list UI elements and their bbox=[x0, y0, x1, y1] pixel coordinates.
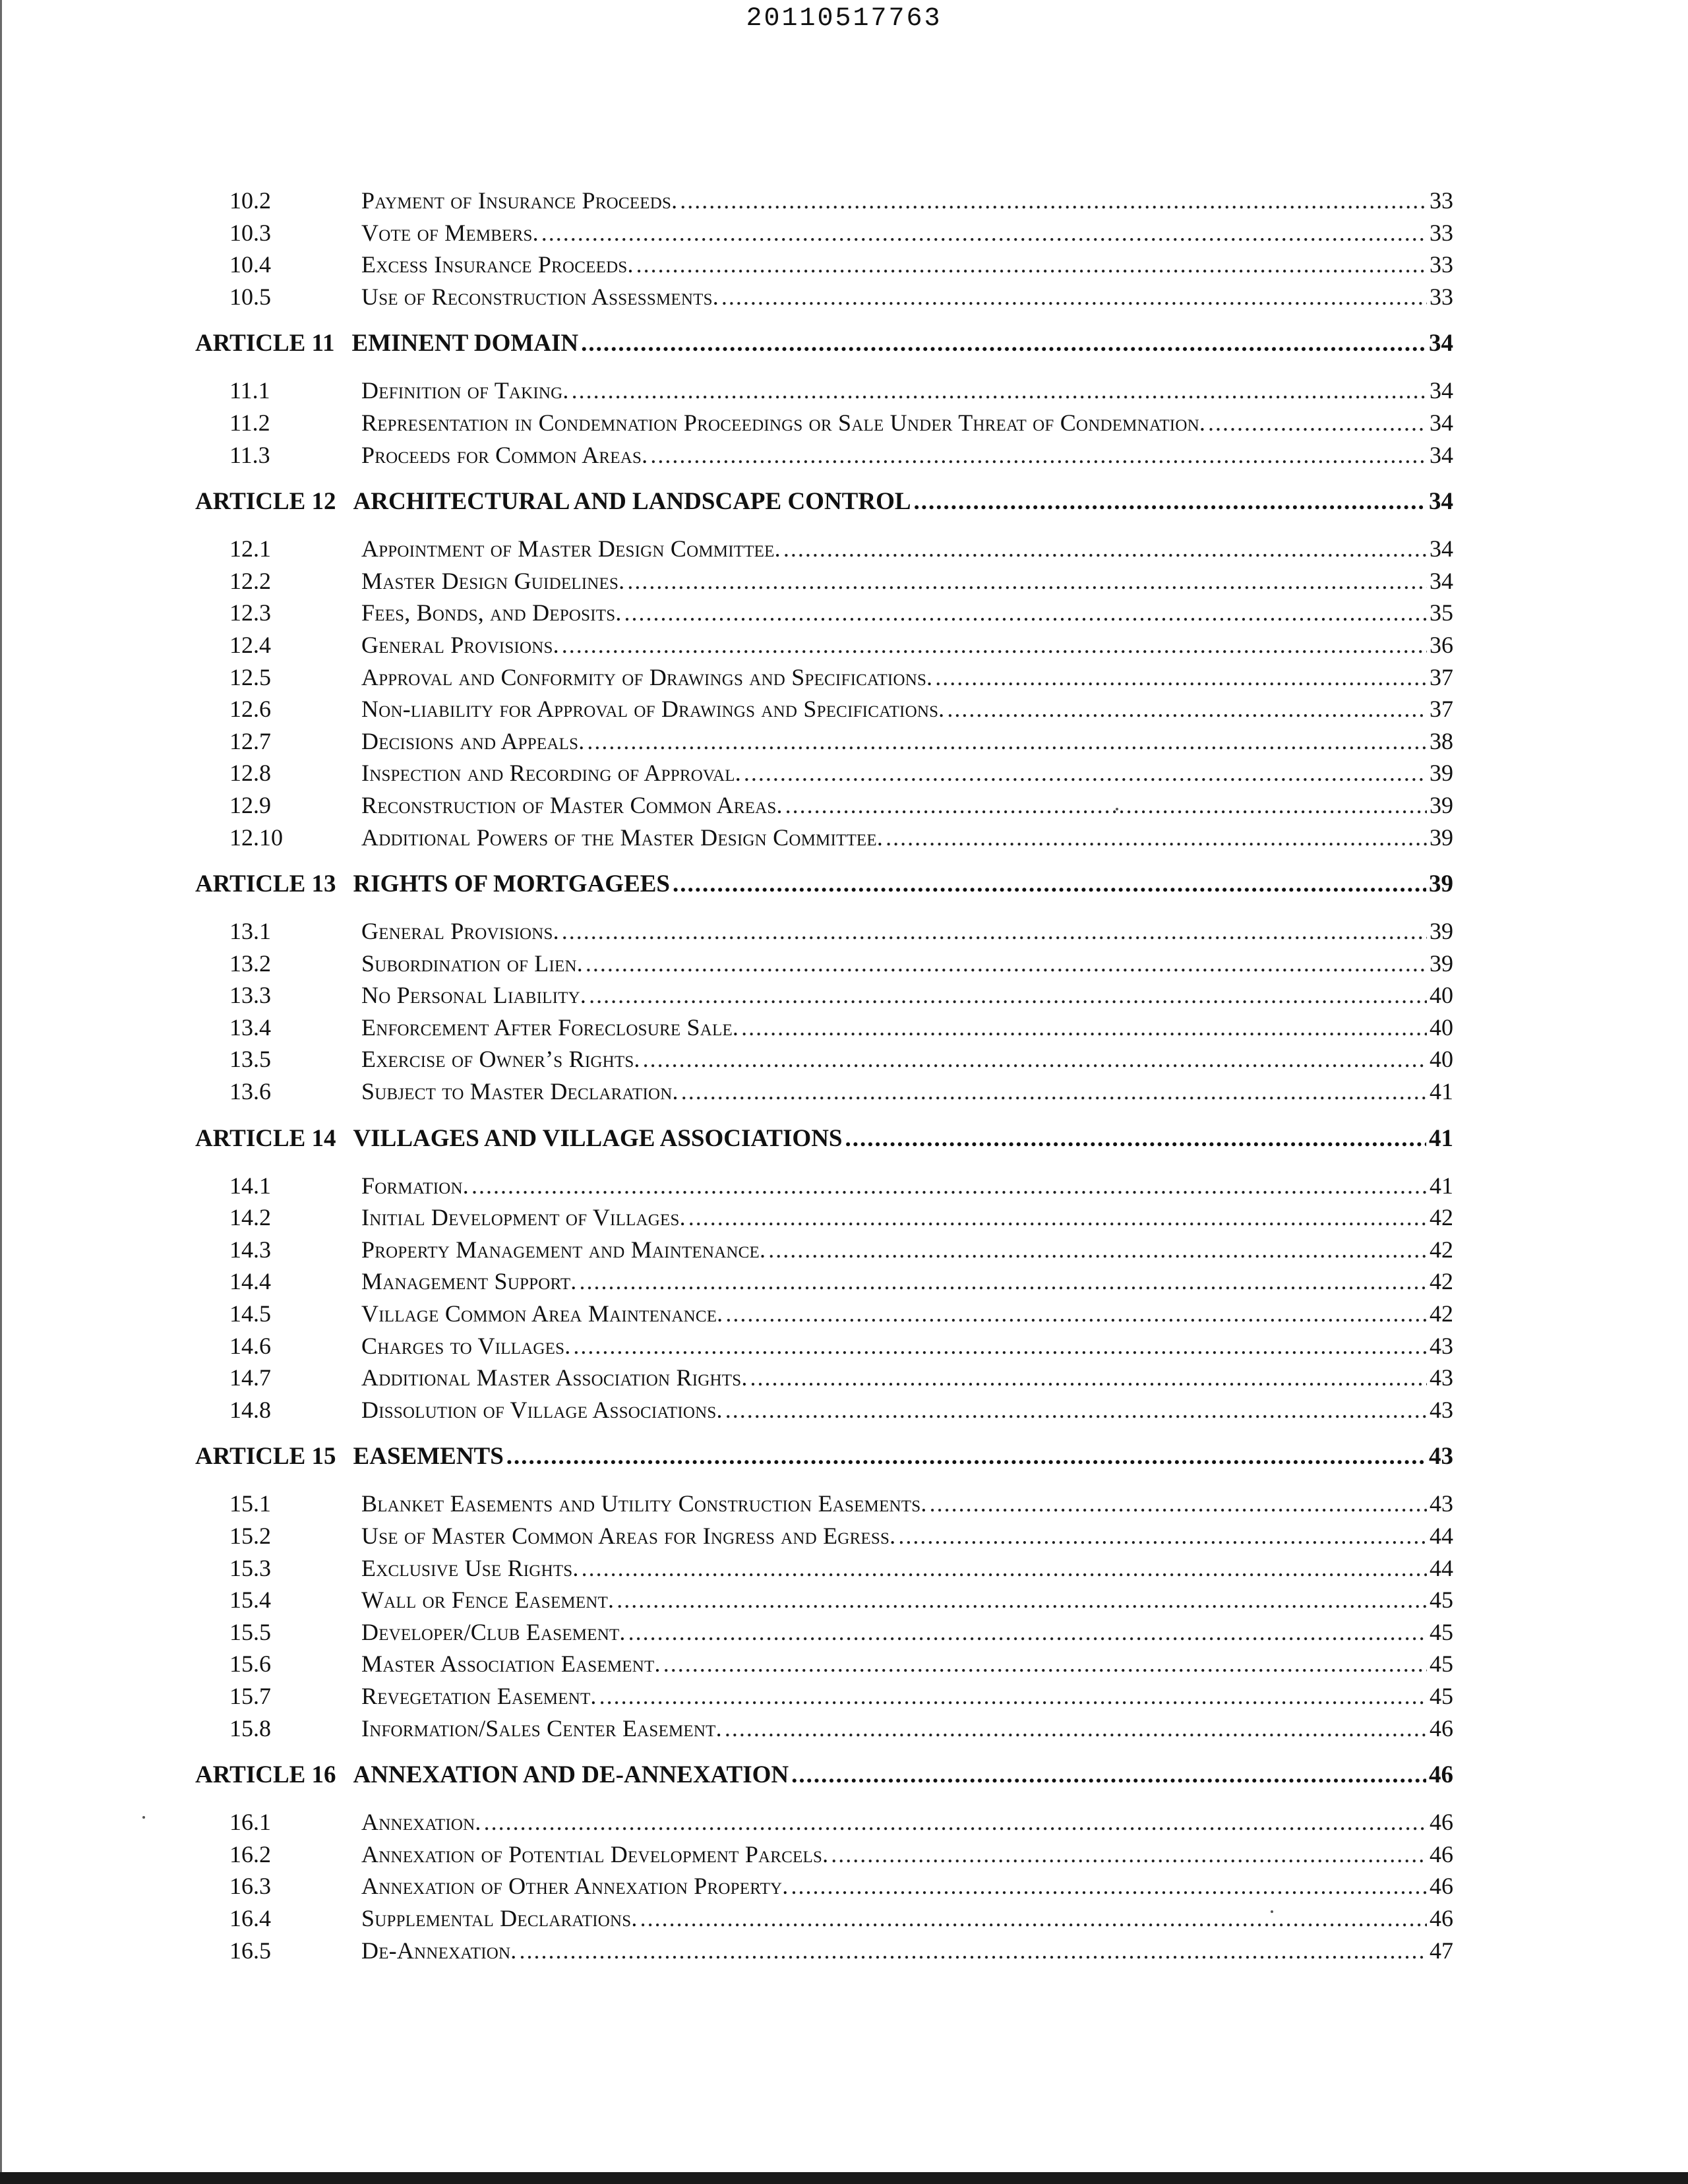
section-title: Supplemental Declarations. bbox=[361, 1904, 638, 1931]
article-label: ARTICLE 11 bbox=[195, 330, 335, 357]
page-number: 39 bbox=[1430, 918, 1453, 945]
section-title: Revegetation Easement. bbox=[361, 1682, 597, 1709]
dot-leader bbox=[725, 1298, 1427, 1330]
section-number: 12.9 bbox=[229, 791, 271, 818]
section-number: 16.2 bbox=[229, 1840, 271, 1867]
section-title: Developer/Club Easement. bbox=[361, 1618, 626, 1645]
section-title: Exclusive Use Rights. bbox=[361, 1554, 579, 1581]
section-title: Subordination of Lien. bbox=[361, 950, 583, 977]
section-title: Additional Master Association Rights. bbox=[361, 1364, 748, 1391]
dot-leader bbox=[750, 1362, 1427, 1394]
toc-entry bbox=[195, 281, 1453, 313]
page-number: 33 bbox=[1430, 187, 1453, 214]
toc-article-heading bbox=[195, 1440, 1453, 1473]
scan-speck bbox=[1116, 808, 1118, 810]
toc-entry bbox=[195, 1394, 1453, 1426]
dot-leader bbox=[650, 439, 1427, 471]
toc-entry bbox=[195, 979, 1453, 1012]
article-label: ARTICLE 16 bbox=[195, 1761, 336, 1789]
section-title: Annexation. bbox=[361, 1809, 481, 1836]
toc-entry bbox=[195, 1234, 1453, 1266]
toc-article-heading bbox=[195, 485, 1453, 518]
dot-leader bbox=[688, 1201, 1427, 1234]
dot-leader bbox=[935, 661, 1427, 694]
dot-leader bbox=[627, 565, 1427, 597]
dot-leader bbox=[1208, 407, 1427, 439]
section-number: 11.3 bbox=[229, 441, 270, 468]
toc-entry bbox=[195, 693, 1453, 725]
page-number: 39 bbox=[1430, 791, 1453, 818]
toc-entry bbox=[195, 1362, 1453, 1394]
toc-article-heading bbox=[195, 1759, 1453, 1792]
dot-leader bbox=[741, 1012, 1427, 1044]
section-title: Additional Powers of the Master Design Committee. bbox=[361, 824, 884, 851]
dot-leader bbox=[791, 1759, 1426, 1792]
page-number: 34 bbox=[1430, 441, 1453, 468]
toc-entry bbox=[195, 661, 1453, 694]
toc-entry bbox=[195, 1488, 1453, 1520]
page-number: 36 bbox=[1430, 631, 1453, 658]
page-number: 46 bbox=[1430, 1904, 1453, 1931]
dot-leader bbox=[681, 1076, 1427, 1108]
article-title: ARCHITECTURAL AND LANDSCAPE CONTROL bbox=[353, 488, 911, 516]
section-number: 14.8 bbox=[229, 1396, 271, 1423]
page-number: 42 bbox=[1430, 1236, 1453, 1263]
section-title: Decisions and Appeals. bbox=[361, 727, 585, 754]
section-title: General Provisions. bbox=[361, 631, 559, 658]
section-number: 13.4 bbox=[229, 1014, 271, 1041]
scan-bottom-edge bbox=[0, 2172, 1688, 2184]
section-number: 15.8 bbox=[229, 1714, 271, 1742]
section-number: 15.6 bbox=[229, 1651, 271, 1678]
toc-entry bbox=[195, 185, 1453, 217]
toc-entry bbox=[195, 822, 1453, 854]
dot-leader bbox=[572, 375, 1427, 407]
toc-entry bbox=[195, 1043, 1453, 1076]
dot-leader bbox=[599, 1680, 1427, 1713]
dot-leader bbox=[845, 1122, 1427, 1155]
section-title: Inspection and Recording of Approval. bbox=[361, 760, 741, 787]
section-number: 15.7 bbox=[229, 1682, 271, 1709]
section-number: 14.3 bbox=[229, 1236, 271, 1263]
page-number: 40 bbox=[1430, 982, 1453, 1009]
section-number: 16.1 bbox=[229, 1809, 271, 1836]
dot-leader bbox=[628, 1616, 1427, 1649]
section-number: 12.1 bbox=[229, 535, 271, 562]
table-of-contents bbox=[195, 185, 1453, 1966]
page-number: 46 bbox=[1430, 1714, 1453, 1742]
section-title: Reconstruction of Master Common Areas. bbox=[361, 791, 783, 818]
page-number: 41 bbox=[1430, 1172, 1453, 1199]
page-number: 46 bbox=[1430, 1809, 1453, 1836]
section-number: 12.5 bbox=[229, 663, 271, 690]
page-number: 34 bbox=[1430, 535, 1453, 562]
toc-entry bbox=[195, 1201, 1453, 1234]
dot-leader bbox=[947, 693, 1427, 725]
dot-leader bbox=[519, 1935, 1427, 1967]
page-number: 45 bbox=[1430, 1651, 1453, 1678]
section-title: Property Management and Maintenance. bbox=[361, 1236, 766, 1263]
dot-leader bbox=[663, 1648, 1427, 1680]
dot-leader bbox=[673, 868, 1426, 901]
dot-leader bbox=[643, 1043, 1427, 1076]
toc-entry bbox=[195, 948, 1453, 980]
dot-leader bbox=[791, 1870, 1427, 1902]
page-number: 43 bbox=[1430, 1332, 1453, 1359]
section-number: 12.7 bbox=[229, 727, 271, 754]
section-number: 14.6 bbox=[229, 1332, 271, 1359]
toc-entry bbox=[195, 1520, 1453, 1552]
section-title: Appointment of Master Design Committee. bbox=[361, 535, 781, 562]
section-title: Management Support. bbox=[361, 1268, 577, 1295]
section-number: 13.3 bbox=[229, 982, 271, 1009]
page-number: 38 bbox=[1430, 727, 1453, 754]
article-label: ARTICLE 15 bbox=[195, 1443, 336, 1471]
section-number: 12.10 bbox=[229, 824, 283, 851]
page-number: 33 bbox=[1430, 219, 1453, 246]
page-number: 47 bbox=[1430, 1937, 1453, 1964]
section-number: 16.4 bbox=[229, 1904, 271, 1931]
section-title: Village Common Area Maintenance. bbox=[361, 1300, 723, 1327]
section-number: 15.1 bbox=[229, 1490, 271, 1517]
section-number: 13.6 bbox=[229, 1078, 271, 1105]
section-number: 14.7 bbox=[229, 1364, 271, 1391]
dot-leader bbox=[581, 327, 1426, 360]
dot-leader bbox=[624, 597, 1427, 629]
dot-leader bbox=[886, 822, 1427, 854]
section-title: Dissolution of Village Associations. bbox=[361, 1396, 723, 1423]
page-number: 34 bbox=[1429, 488, 1453, 516]
toc-entry bbox=[195, 1298, 1453, 1330]
toc-entry bbox=[195, 407, 1453, 439]
scan-speck bbox=[1271, 1910, 1273, 1913]
dot-leader bbox=[580, 1265, 1427, 1298]
page-number: 37 bbox=[1430, 663, 1453, 690]
section-title: Excess Insurance Proceeds. bbox=[361, 251, 634, 278]
toc-entry bbox=[195, 565, 1453, 597]
section-number: 15.2 bbox=[229, 1523, 271, 1549]
dot-leader bbox=[636, 249, 1427, 281]
section-title: Subject to Master Declaration. bbox=[361, 1078, 678, 1105]
page-number: 39 bbox=[1430, 950, 1453, 977]
section-number: 16.3 bbox=[229, 1873, 271, 1900]
section-number: 10.2 bbox=[229, 187, 271, 214]
page-number: 41 bbox=[1429, 1124, 1453, 1152]
page-number: 43 bbox=[1430, 1364, 1453, 1391]
section-title: Blanket Easements and Utility Construction Easements. bbox=[361, 1490, 927, 1517]
section-title: Payment of Insurance Proceeds. bbox=[361, 187, 678, 214]
dot-leader bbox=[898, 1520, 1427, 1552]
dot-leader bbox=[783, 533, 1427, 565]
section-title: Fees, Bonds, and Deposits. bbox=[361, 599, 622, 626]
toc-entry bbox=[195, 1616, 1453, 1649]
page-number: 44 bbox=[1430, 1554, 1453, 1581]
section-number: 16.5 bbox=[229, 1937, 271, 1964]
section-number: 15.5 bbox=[229, 1618, 271, 1645]
page-number: 42 bbox=[1430, 1300, 1453, 1327]
section-title: Representation in Condemnation Proceedings or Sale Under Threat of Condemnation. bbox=[361, 409, 1206, 436]
section-number: 10.5 bbox=[229, 283, 271, 310]
page-number: 43 bbox=[1430, 1396, 1453, 1423]
dot-leader bbox=[617, 1584, 1427, 1616]
section-number: 12.4 bbox=[229, 631, 271, 658]
toc-entry bbox=[195, 725, 1453, 758]
toc-article-heading bbox=[195, 868, 1453, 901]
section-title: Formation. bbox=[361, 1172, 469, 1199]
dot-leader bbox=[541, 217, 1427, 249]
page-number: 43 bbox=[1430, 1490, 1453, 1517]
toc-entry bbox=[195, 1838, 1453, 1871]
page-number: 42 bbox=[1430, 1204, 1453, 1231]
page-number: 45 bbox=[1430, 1587, 1453, 1614]
section-number: 12.6 bbox=[229, 696, 271, 723]
page-number: 34 bbox=[1430, 409, 1453, 436]
toc-entry bbox=[195, 1330, 1453, 1362]
page-number: 39 bbox=[1429, 870, 1453, 898]
section-number: 14.1 bbox=[229, 1172, 271, 1199]
section-title: Master Association Easement. bbox=[361, 1651, 661, 1678]
dot-leader bbox=[914, 485, 1426, 518]
section-number: 12.2 bbox=[229, 567, 271, 594]
toc-entry bbox=[195, 1265, 1453, 1298]
dot-leader bbox=[785, 789, 1427, 822]
toc-entry bbox=[195, 1012, 1453, 1044]
toc-entry bbox=[195, 915, 1453, 948]
article-title: VILLAGES AND VILLAGE ASSOCIATIONS bbox=[353, 1124, 843, 1152]
section-title: Use of Master Common Areas for Ingress and Egress. bbox=[361, 1523, 896, 1549]
dot-leader bbox=[582, 1552, 1427, 1585]
article-label: ARTICLE 14 bbox=[195, 1124, 336, 1152]
section-title: Vote of Members. bbox=[361, 219, 539, 246]
section-title: Master Design Guidelines. bbox=[361, 567, 625, 594]
page-number: 33 bbox=[1430, 251, 1453, 278]
toc-entry bbox=[195, 1552, 1453, 1585]
section-title: General Provisions. bbox=[361, 918, 559, 945]
section-number: 15.4 bbox=[229, 1587, 271, 1614]
toc-entry bbox=[195, 1806, 1453, 1838]
dot-leader bbox=[721, 281, 1427, 313]
section-title: Exercise of Owner’s Rights. bbox=[361, 1046, 640, 1073]
section-title: Approval and Conformity of Drawings and Specifications. bbox=[361, 663, 933, 690]
page-number: 40 bbox=[1430, 1014, 1453, 1041]
dot-leader bbox=[640, 1902, 1427, 1935]
section-title: Non-liability for Approval of Drawings and Specifications. bbox=[361, 696, 945, 723]
page-number: 37 bbox=[1430, 696, 1453, 723]
section-number: 14.4 bbox=[229, 1268, 271, 1295]
dot-leader bbox=[930, 1488, 1427, 1520]
section-title: De-Annexation. bbox=[361, 1937, 517, 1964]
section-title: Use of Reconstruction Assessments. bbox=[361, 283, 719, 310]
section-number: 11.1 bbox=[229, 377, 270, 404]
article-label: ARTICLE 12 bbox=[195, 488, 336, 516]
section-number: 10.3 bbox=[229, 219, 271, 246]
toc-entry bbox=[195, 533, 1453, 565]
page-number: 43 bbox=[1429, 1443, 1453, 1471]
dot-leader bbox=[831, 1838, 1427, 1871]
page-number: 41 bbox=[1430, 1078, 1453, 1105]
section-number: 13.1 bbox=[229, 918, 271, 945]
section-number: 14.2 bbox=[229, 1204, 271, 1231]
page-number: 39 bbox=[1430, 824, 1453, 851]
section-number: 12.8 bbox=[229, 760, 271, 787]
toc-entry bbox=[195, 629, 1453, 661]
dot-leader bbox=[586, 948, 1427, 980]
article-title: EASEMENTS bbox=[353, 1443, 504, 1471]
toc-entry bbox=[195, 789, 1453, 822]
toc-entry bbox=[195, 375, 1453, 407]
section-number: 11.2 bbox=[229, 409, 270, 436]
page-number: 35 bbox=[1430, 599, 1453, 626]
toc-entry bbox=[195, 1648, 1453, 1680]
section-title: Information/Sales Center Easement. bbox=[361, 1714, 722, 1742]
article-title: EMINENT DOMAIN bbox=[351, 330, 579, 357]
scan-left-edge bbox=[0, 0, 2, 2184]
toc-entry bbox=[195, 1902, 1453, 1935]
toc-entry bbox=[195, 1935, 1453, 1967]
section-title: Enforcement After Foreclosure Sale. bbox=[361, 1014, 739, 1041]
toc-entry bbox=[195, 597, 1453, 629]
article-label: ARTICLE 13 bbox=[195, 870, 336, 898]
page-number: 44 bbox=[1430, 1523, 1453, 1549]
toc-entry bbox=[195, 1680, 1453, 1713]
toc-entry bbox=[195, 1584, 1453, 1616]
dot-leader bbox=[573, 1330, 1427, 1362]
page-number: 34 bbox=[1430, 377, 1453, 404]
page-number: 40 bbox=[1430, 1046, 1453, 1073]
toc-entry bbox=[195, 439, 1453, 471]
section-number: 15.3 bbox=[229, 1554, 271, 1581]
toc-article-heading bbox=[195, 1122, 1453, 1155]
scan-speck bbox=[142, 1816, 145, 1819]
dot-leader bbox=[562, 915, 1427, 948]
article-title: RIGHTS OF MORTGAGEES bbox=[353, 870, 671, 898]
dot-leader bbox=[725, 1713, 1427, 1745]
dot-leader bbox=[587, 725, 1427, 758]
toc-entry bbox=[195, 1870, 1453, 1902]
toc-entry bbox=[195, 757, 1453, 789]
article-title: ANNEXATION AND DE-ANNEXATION bbox=[353, 1761, 789, 1789]
page-number: 45 bbox=[1430, 1682, 1453, 1709]
dot-leader bbox=[680, 185, 1427, 217]
section-title: Proceeds for Common Areas. bbox=[361, 441, 648, 468]
toc-entry bbox=[195, 1170, 1453, 1202]
page-number: 45 bbox=[1430, 1618, 1453, 1645]
section-title: Charges to Villages. bbox=[361, 1332, 571, 1359]
section-title: Annexation of Other Annexation Property. bbox=[361, 1873, 789, 1900]
page-number: 39 bbox=[1430, 760, 1453, 787]
toc-entry bbox=[195, 1713, 1453, 1745]
dot-leader bbox=[506, 1440, 1426, 1473]
page-number: 46 bbox=[1429, 1761, 1453, 1789]
dot-leader bbox=[744, 757, 1427, 789]
dot-leader bbox=[768, 1234, 1427, 1266]
section-title: Initial Development of Villages. bbox=[361, 1204, 686, 1231]
page-number: 34 bbox=[1430, 567, 1453, 594]
toc-entry bbox=[195, 1076, 1453, 1108]
page-number: 33 bbox=[1430, 283, 1453, 310]
section-number: 10.4 bbox=[229, 251, 271, 278]
section-title: Definition of Taking. bbox=[361, 377, 569, 404]
section-title: Annexation of Potential Development Parcels. bbox=[361, 1840, 829, 1867]
dot-leader bbox=[725, 1394, 1427, 1426]
toc-entry bbox=[195, 217, 1453, 249]
dot-leader bbox=[471, 1170, 1427, 1202]
section-number: 13.5 bbox=[229, 1046, 271, 1073]
page-number: 46 bbox=[1430, 1840, 1453, 1867]
toc-entry bbox=[195, 249, 1453, 281]
toc-article-heading bbox=[195, 327, 1453, 360]
section-title: Wall or Fence Easement. bbox=[361, 1587, 615, 1614]
dot-leader bbox=[589, 979, 1427, 1012]
page-number: 46 bbox=[1430, 1873, 1453, 1900]
dot-leader bbox=[484, 1806, 1427, 1838]
document-number: 20110517763 bbox=[746, 4, 942, 34]
section-number: 12.3 bbox=[229, 599, 271, 626]
section-number: 13.2 bbox=[229, 950, 271, 977]
page-number: 34 bbox=[1429, 330, 1453, 357]
page-number: 42 bbox=[1430, 1268, 1453, 1295]
section-title: No Personal Liability. bbox=[361, 982, 587, 1009]
section-number: 14.5 bbox=[229, 1300, 271, 1327]
dot-leader bbox=[562, 629, 1427, 661]
